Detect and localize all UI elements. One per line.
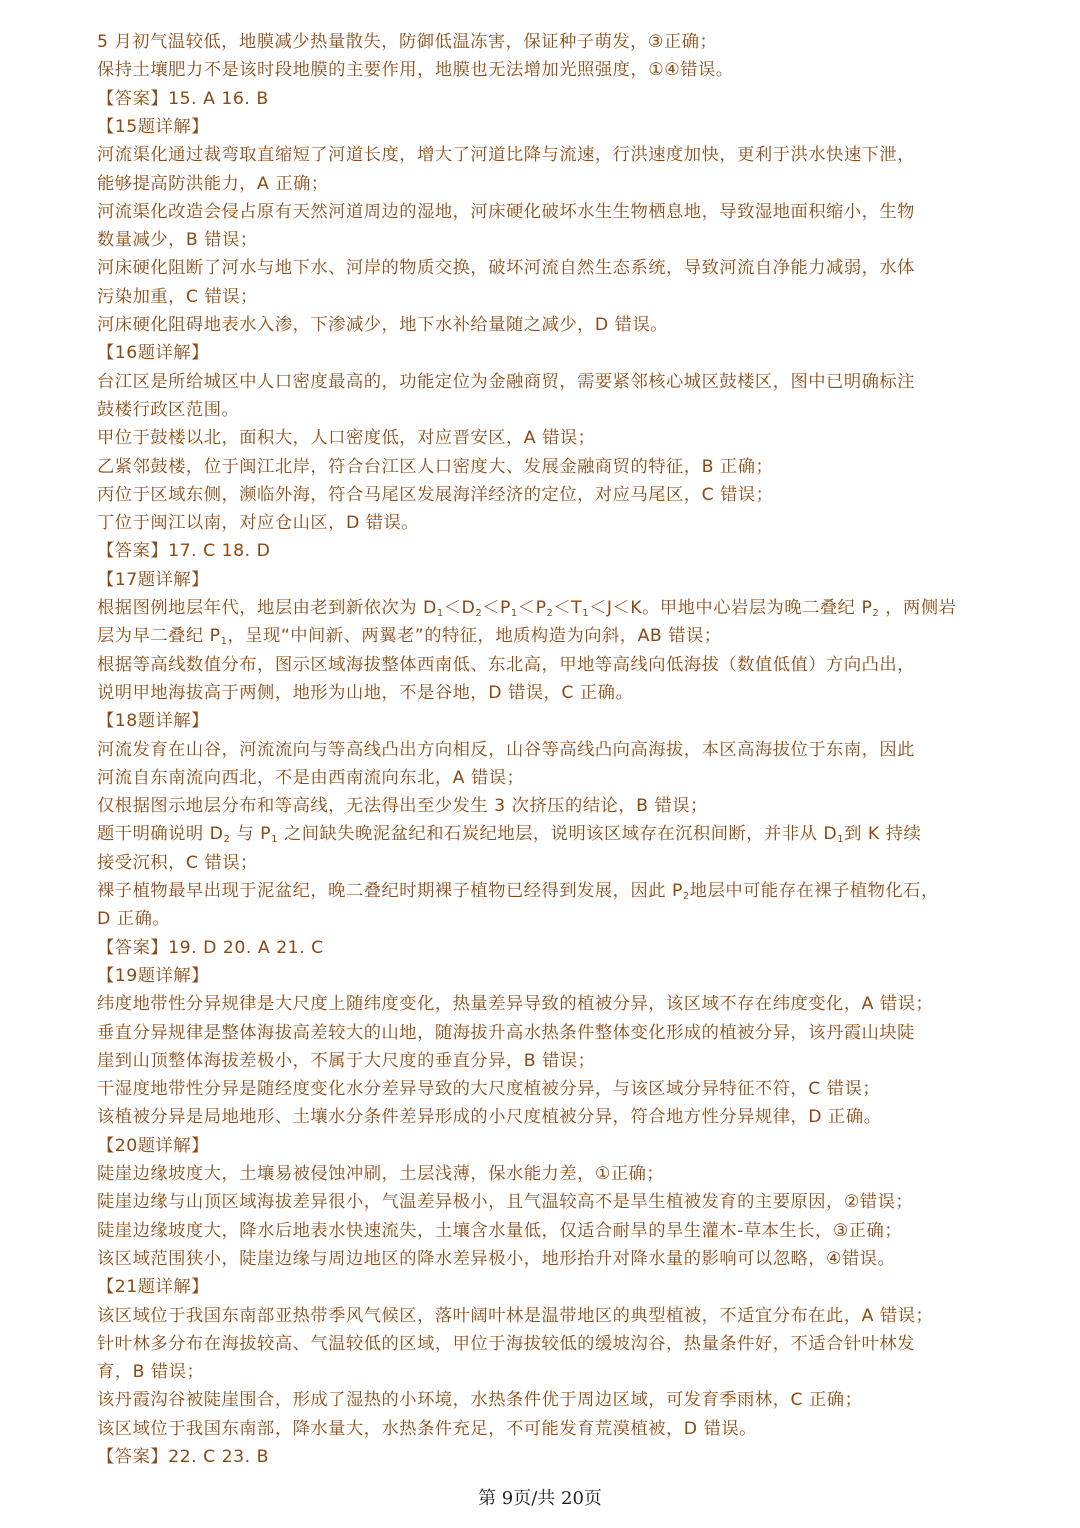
answer-line: 【答案】22. C 23. B	[97, 1447, 269, 1467]
text-line: 河流发育在山谷，河流流向与等高线凸出方向相反，山谷等高线凸向高海拔，本区高海拔位于东南，因此	[97, 739, 915, 760]
text-line: 河流渠化改造会侵占原有天然河道周边的湿地，河床硬化破坏水生生物栖息地，导致湿地面积缩小，生物	[97, 201, 915, 222]
subscript: 1	[582, 608, 590, 619]
text-line: 台江区是所给城区中人口密度最高的，功能定位为金融商贸，需要紧邻核心城区鼓楼区，图中已明确标注	[97, 371, 915, 392]
answer-line: 【答案】17. C 18. D	[97, 541, 271, 562]
answer-line: 【答案】15. A 16. B	[97, 88, 269, 109]
page-number-footer: 第 9页/共 20页	[478, 1488, 602, 1509]
text-line: 该区域位于我国东南部亚热带季风气候区，落叶阔叶林是温带地区的典型植被，不适宜分布在此，A 错误；	[97, 1305, 934, 1326]
text-line: 能够提高防洪能力，A 正确；	[97, 173, 329, 194]
subscript: 2	[872, 608, 880, 619]
text-line: 陡崖边缘坡度大，降水后地表水快速流失，土壤含水量低，仅适合耐旱的旱生灌木-草本生长，③正确；	[97, 1220, 903, 1241]
text-segment: ＜D	[443, 598, 476, 618]
text-segment: 与 P	[230, 824, 272, 845]
subscript: 2	[223, 834, 231, 846]
subscript: 1	[510, 608, 518, 619]
text-line: 根据等高线数值分布，图示区域海拔整体西南低、东北高，甲地等高线向低海拔（数值低值）方向凸出，	[97, 654, 915, 675]
section-heading: 【15题详解】	[97, 116, 209, 137]
subscript: 2	[546, 608, 554, 619]
subscript: 2	[682, 891, 690, 902]
text-line: 垂直分异规律是整体海拔高差较大的山地，随海拔升高水热条件整体变化形成的植被分异，该丹霞山块陡	[97, 1022, 915, 1043]
text-line: 河流渠化通过裁弯取直缩短了河道长度，增大了河道比降与流速，行洪速度加快，更利于洪水快速下泄，	[97, 145, 915, 166]
text-segment: 题干明确说明 D	[97, 824, 224, 845]
text-line: 鼓楼行政区范围。	[97, 399, 240, 420]
text-line	[97, 625, 722, 649]
text-line	[97, 597, 956, 621]
text-line: 甲位于鼓楼以北，面积大，人口密度低，对应晋安区，A 错误；	[97, 428, 596, 449]
text-segment: ，两侧岩	[879, 598, 957, 618]
text-line: 育，B 错误；	[97, 1362, 205, 1383]
subscript: 1	[436, 608, 444, 619]
text-line: 河床硬化阻碍地表水入渗，下渗减少，地下水补给量随之减少，D 错误。	[97, 315, 669, 335]
section-heading: 【19题详解】	[97, 965, 209, 986]
text-line: D 正确。	[97, 909, 171, 930]
text-segment: ，呈现“中间新、两翼老”的特征，地质构造为向斜，AB 错误；	[227, 626, 722, 647]
text-line: 丙位于区域东侧，濒临外海，符合马尾区发展海洋经济的定位，对应马尾区，C 错误；	[97, 484, 774, 505]
text-line: 5 月初气温较低，地膜减少热量散失，防御低温冻害，保证种子萌发，③正确；	[97, 32, 718, 52]
text-segment: 层为早二叠纪 P	[97, 626, 221, 647]
section-heading: 【17题详解】	[97, 569, 209, 590]
text-line: 污染加重，C 错误；	[97, 286, 258, 307]
answer-line: 【答案】19. D 20. A 21. C	[97, 937, 324, 958]
text-line: 数量减少，B 错误；	[97, 230, 258, 251]
text-line: 陡崖边缘坡度大，土壤易被侵蚀冲刷，土层浅薄，保水能力差，①正确；	[97, 1164, 665, 1184]
text-line: 干湿度地带性分异是随经度变化水分差异导致的大尺度植被分异，与该区域分异特征不符，C 错误；	[97, 1079, 881, 1100]
text-segment: ＜P	[482, 598, 511, 618]
section-heading: 【18题详解】	[97, 711, 209, 732]
text-line: 崖到山顶整体海拔差极小，不属于大尺度的垂直分异，B 错误；	[97, 1050, 596, 1071]
section-heading: 【16题详解】	[97, 343, 209, 364]
text-segment: 到 K 持续	[844, 824, 922, 845]
text-segment: ＜J＜K。甲地中心岩层为晚二叠纪 P	[589, 598, 873, 618]
text-segment: ＜P	[517, 598, 547, 618]
text-line: 河床硬化阻断了河水与地下水、河岸的物质交换，破坏河流自然生态系统，导致河流自净能力减弱，水体	[97, 258, 915, 279]
text-line: 针叶林多分布在海拔较高、气温较低的区域，甲位于海拔较低的缓坡沟谷，热量条件好，不适合针叶林发	[97, 1333, 915, 1354]
text-segment: ＜T	[553, 598, 583, 618]
text-line: 丁位于闽江以南，对应仓山区，D 错误。	[97, 513, 420, 534]
text-line: 仅根据图示地层分布和等高线，无法得出至少发生 3 次挤压的结论，B 错误；	[97, 796, 708, 817]
text-line: 河流自东南流向西北，不是由西南流向东北，A 错误；	[97, 767, 525, 788]
text-segment: 之间缺失晚泥盆纪和石炭纪地层，说明该区域存在沉积间断，并非从 D	[277, 824, 838, 845]
text-segment: 地层中可能存在裸子植物化石，	[689, 881, 939, 901]
text-line: 陡崖边缘与山顶区域海拔差异很小，气温差异极小，且气温较高不是旱生植被发育的主要原因，②错误；	[97, 1192, 914, 1213]
text-line: 该区域位于我国东南部，降水量大，水热条件充足，不可能发育荒漠植被，D 错误。	[97, 1418, 757, 1439]
subscript: 1	[271, 834, 278, 846]
text-segment: 根据图例地层年代，地层由老到新依次为 D	[97, 598, 437, 618]
text-line	[97, 880, 939, 904]
text-line: 接受沉积，C 错误；	[97, 852, 258, 873]
text-segment: 裸子植物最早出现于泥盆纪，晚二叠纪时期裸子植物已经得到发展，因此 P	[97, 881, 683, 901]
text-line: 纬度地带性分异规律是大尺度上随纬度变化，热量差异导致的植被分异，该区域不存在纬度变化，A 错误；	[97, 994, 934, 1015]
section-heading: 【21题详解】	[97, 1277, 209, 1298]
text-line: 该区域范围狭小，陡崖边缘与周边地区的降水差异极小，地形抬升对降水量的影响可以忽略，④错误。	[97, 1248, 896, 1269]
text-line: 保持土壤肥力不是该时段地膜的主要作用，地膜也无法增加光照强度，①④错误。	[97, 60, 734, 81]
subscript: 1	[837, 834, 845, 846]
section-heading: 【20题详解】	[97, 1135, 209, 1156]
text-line: 乙紧邻鼓楼，位于闽江北岸，符合台江区人口密度大、发展金融商贸的特征，B 正确；	[97, 456, 774, 477]
text-line: 该丹霞沟谷被陡崖围合，形成了湿热的小环境，水热条件优于周边区域，可发育季雨林，C 正确；	[97, 1390, 863, 1411]
text-line	[97, 823, 921, 847]
text-line: 说明甲地海拔高于两侧，地形为山地，不是谷地，D 错误，C 正确。	[97, 682, 634, 703]
subscript: 2	[475, 608, 483, 619]
text-line: 该植被分异是局地地形、土壤水分条件差异形成的小尺度植被分异，符合地方性分异规律，D 正确。	[97, 1107, 882, 1128]
subscript: 1	[220, 636, 228, 648]
